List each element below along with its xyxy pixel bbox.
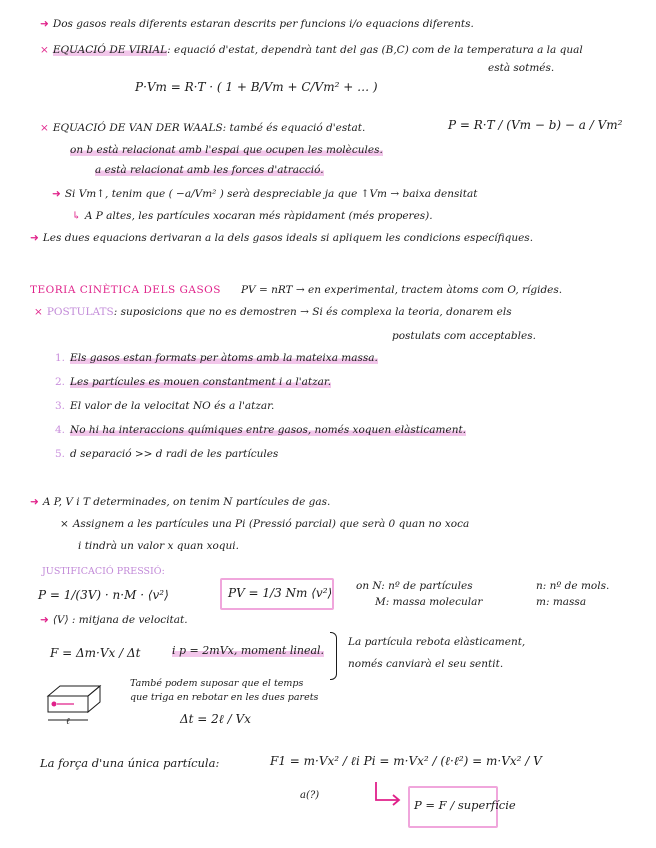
return-arrow-icon xyxy=(372,780,404,808)
pressure-formula: P = 1/(3V) · n·M · ⟨v²⟩ xyxy=(38,588,169,602)
legend-line: m: massa xyxy=(536,596,587,608)
list-item: 5. d separació >> d radi de les partícules xyxy=(55,448,279,460)
note-line: També podem suposar que el temps xyxy=(130,678,304,689)
list-item: 2. Les partícules es mouen constantment i a l'atzar. xyxy=(55,376,332,388)
note-line: La força d'una única partícula: xyxy=(40,756,220,770)
note-line: × EQUACIÓ DE VIRIAL: equació d'estat, dependrà tant del gas (B,C) com de la temperatura a la qual xyxy=(40,44,583,56)
list-item: 4. No hi ha interaccions químiques entre gasos, només xoquen elàsticament. xyxy=(55,424,467,436)
arrow-icon: ➜ xyxy=(30,496,39,508)
van-der-waals-formula: P = R·T / (Vm − b) − a / Vm² xyxy=(448,118,623,132)
list-item: 3. El valor de la velocitat NO és a l'atzar. xyxy=(55,400,275,412)
list-item: 1. Els gasos estan formats per àtoms amb la mateixa massa. xyxy=(55,352,378,364)
arrow-icon: ➜ xyxy=(52,188,61,200)
note-line: ➜ ⟨V⟩ : mitjana de velocitat. xyxy=(40,614,188,626)
delta-t-formula: Δt = 2ℓ / Vx xyxy=(180,712,251,726)
note-line: a està relacionat amb les forces d'atracció. xyxy=(95,164,324,176)
star-icon: × xyxy=(60,518,69,530)
legend-line: n: nº de mols. xyxy=(536,580,610,592)
single-force-formula: F1 = m·Vx² / ℓ xyxy=(270,754,356,768)
note-line: × Assignem a les partícules una Pi (Pressió parcial) que serà 0 quan no xoca xyxy=(60,518,470,530)
note-line: × POSTULATS: suposicions que no es demostren → Si és complexa la teoria, donarem els xyxy=(34,306,512,318)
section-heading: TEORIA CINÈTICA DELS GASOS PV = nRT → en experimental, tractem àtoms com O, rígides. xyxy=(30,284,563,296)
annotation: a(?) xyxy=(300,790,320,801)
star-icon: × xyxy=(40,44,49,56)
note-line: ➜ A P, V i T determinades, on tenim N partícules de gas. xyxy=(30,496,331,508)
note-line: × EQUACIÓ DE VAN DER WAALS: també és equació d'estat. xyxy=(40,122,366,134)
arrow-icon: ➜ xyxy=(40,614,49,626)
note-line: ↳ A P altes, les partícules xocaran més ràpidament (més properes). xyxy=(72,210,433,222)
partial-pressure-formula: i Pi = m·Vx² / (ℓ·ℓ²) = m·Vx² / V xyxy=(356,754,542,768)
note-line: només canviarà el seu sentit. xyxy=(348,658,504,670)
justification-heading: JUSTIFICACIÓ PRESSIÓ: xyxy=(42,566,165,577)
star-icon: × xyxy=(34,306,43,318)
pressure-definition-formula: P = F / superfície xyxy=(414,798,516,812)
legend-line: M: massa molecular xyxy=(375,596,483,608)
note-line: ➜ Si Vm↑, tenim que ( −a/Vm² ) serà despreciable ja que ↑Vm → baixa densitat xyxy=(52,188,478,200)
note-line: i tindrà un valor x quan xoqui. xyxy=(78,540,239,552)
note-line: ➜ Les dues equacions derivaran a la dels gasos ideals si apliquem les condicions específiques. xyxy=(30,232,534,244)
note-line: postulats com acceptables. xyxy=(392,330,536,342)
note-line: La partícula rebota elàsticament, xyxy=(348,636,526,648)
box-length-label: ℓ xyxy=(66,717,70,727)
force-formula: F = Δm·Vx / Δt xyxy=(50,646,141,660)
arrow-icon: ➜ xyxy=(40,18,49,30)
arrow-icon: ➜ xyxy=(30,232,39,244)
note-line: ➜ Dos gasos reals diferents estaran descrits per funcions i/o equacions diferents. xyxy=(40,18,474,30)
momentum-formula: i p = 2mVx, moment lineal. xyxy=(172,644,325,657)
note-line: que triga en rebotar en les dues parets xyxy=(130,692,319,703)
virial-formula: P·Vm = R·T · ( 1 + B/Vm + C/Vm² + … ) xyxy=(135,80,378,94)
star-icon: × xyxy=(40,122,49,134)
note-line: on b està relacionat amb l'espai que ocupen les molècules. xyxy=(70,144,383,156)
return-arrow-icon: ↳ xyxy=(72,210,81,222)
legend-line: on N: nº de partícules xyxy=(356,580,473,592)
note-line: està sotmés. xyxy=(488,62,555,74)
pv-formula: PV = 1/3 Nm ⟨v²⟩ xyxy=(228,586,333,600)
box-sketch-icon xyxy=(44,682,104,726)
brace xyxy=(330,632,337,680)
